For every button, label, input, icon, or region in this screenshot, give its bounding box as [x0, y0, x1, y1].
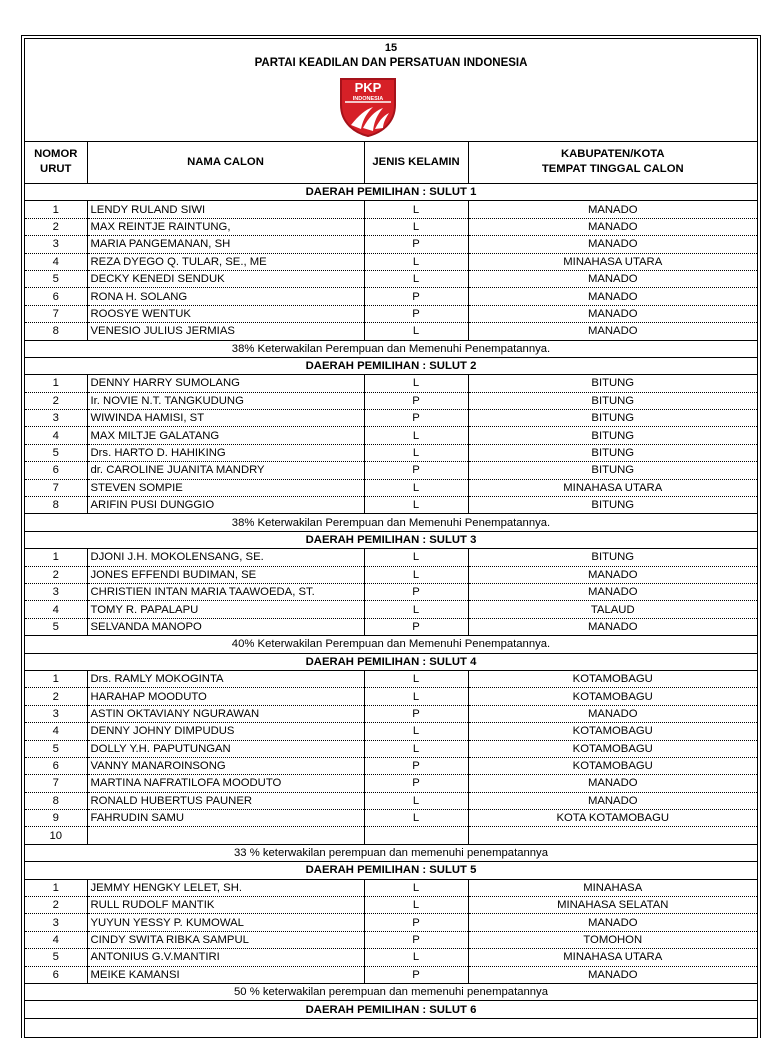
cell-city: MANADO — [468, 914, 757, 931]
cell-city: MANADO — [468, 705, 757, 722]
table-row — [25, 462, 757, 479]
cell-city: MINAHASA UTARA — [468, 479, 757, 496]
table-row — [25, 897, 757, 914]
cell-city: BITUNG — [468, 375, 757, 392]
cell-city: KOTAMOBAGU — [468, 757, 757, 774]
cell-gender: P — [364, 966, 468, 983]
cell-name: DENNY JOHNY DIMPUDUS — [87, 723, 364, 740]
cell-city: MANADO — [468, 792, 757, 809]
cell-gender: L — [364, 479, 468, 496]
col-header-gender: JENIS KELAMIN — [364, 141, 468, 184]
cell-number: 2 — [25, 218, 87, 235]
cell-gender: L — [364, 549, 468, 566]
cell-name: DECKY KENEDI SENDUK — [87, 270, 364, 287]
cell-name: SELVANDA MANOPO — [87, 618, 364, 635]
cell-city: MINAHASA UTARA — [468, 949, 757, 966]
cell-city: TALAUD — [468, 601, 757, 618]
table-row — [25, 218, 757, 235]
cell-number: 4 — [25, 931, 87, 948]
cell-name: VANNY MANAROINSONG — [87, 757, 364, 774]
section-title: DAERAH PEMILIHAN : SULUT 5 — [25, 862, 757, 879]
cell-name: dr. CAROLINE JUANITA MANDRY — [87, 462, 364, 479]
cell-gender: L — [364, 323, 468, 340]
cell-name: REZA DYEGO Q. TULAR, SE., ME — [87, 253, 364, 270]
cell-gender: L — [364, 740, 468, 757]
section-header-row — [25, 357, 757, 374]
cell-gender: L — [364, 879, 468, 896]
cell-name: CHRISTIEN INTAN MARIA TAAWOEDA, ST. — [87, 583, 364, 600]
pkp-logo-text — [337, 75, 399, 137]
cell-city: MANADO — [468, 218, 757, 235]
cell-city: MANADO — [468, 236, 757, 253]
section-header-row — [25, 184, 757, 201]
cell-city: KOTAMOBAGU — [468, 723, 757, 740]
table-row — [25, 410, 757, 427]
table-row — [25, 236, 757, 253]
table-row — [25, 323, 757, 340]
cell-gender: L — [364, 670, 468, 687]
cell-number: 4 — [25, 723, 87, 740]
cell-number: 1 — [25, 549, 87, 566]
cell-number: 2 — [25, 897, 87, 914]
cell-name: ASTIN OKTAVIANY NGURAWAN — [87, 705, 364, 722]
candidate-table — [25, 141, 757, 1019]
cell-name: Drs. RAMLY MOKOGINTA — [87, 670, 364, 687]
table-row — [25, 305, 757, 322]
cell-number: 4 — [25, 253, 87, 270]
cell-city: MINAHASA UTARA — [468, 253, 757, 270]
cell-city: MANADO — [468, 305, 757, 322]
cell-number: 10 — [25, 827, 87, 844]
cell-number: 3 — [25, 914, 87, 931]
cell-name: Ir. NOVIE N.T. TANGKUDUNG — [87, 392, 364, 409]
cell-name: CINDY SWITA RIBKA SAMPUL — [87, 931, 364, 948]
cell-gender: L — [364, 723, 468, 740]
section-title: DAERAH PEMILIHAN : SULUT 4 — [25, 653, 757, 670]
cell-number: 1 — [25, 670, 87, 687]
section-note: 38% Keterwakilan Perempuan dan Memenuhi Penempatannya. — [25, 514, 757, 531]
col-header-name: NAMA CALON — [87, 141, 364, 184]
cell-gender: P — [364, 305, 468, 322]
section-header-row — [25, 1001, 757, 1018]
cell-name: VENESIO JULIUS JERMIAS — [87, 323, 364, 340]
party-name: PARTAI KEADILAN DAN PERSATUAN INDONESIA — [254, 57, 528, 69]
cell-name: YUYUN YESSY P. KUMOWAL — [87, 914, 364, 931]
cell-gender: P — [364, 705, 468, 722]
document-sheet — [24, 38, 758, 1038]
cell-gender: L — [364, 375, 468, 392]
section-title: DAERAH PEMILIHAN : SULUT 3 — [25, 531, 757, 548]
table-row — [25, 270, 757, 287]
cell-number: 6 — [25, 462, 87, 479]
cell-city: BITUNG — [468, 462, 757, 479]
cell-name: JEMMY HENGKY LELET, SH. — [87, 879, 364, 896]
cell-city: BITUNG — [468, 427, 757, 444]
section-note-row — [25, 340, 757, 357]
cell-gender: P — [364, 583, 468, 600]
cell-gender: P — [364, 931, 468, 948]
cell-gender: P — [364, 618, 468, 635]
table-row — [25, 949, 757, 966]
table-row — [25, 740, 757, 757]
section-note: 40% Keterwakilan Perempuan dan Memenuhi Penempatannya. — [25, 636, 757, 653]
col-header-no: NOMOR URUT — [25, 141, 87, 184]
cell-number: 3 — [25, 583, 87, 600]
table-row — [25, 914, 757, 931]
cell-city: KOTAMOBAGU — [468, 670, 757, 687]
cell-number: 3 — [25, 236, 87, 253]
table-row — [25, 792, 757, 809]
table-row — [25, 444, 757, 461]
section-note-row — [25, 844, 757, 861]
cell-number: 4 — [25, 601, 87, 618]
cell-name: MARTINA NAFRATILOFA MOODUTO — [87, 775, 364, 792]
cell-gender — [364, 827, 468, 844]
cell-gender: L — [364, 810, 468, 827]
cell-gender: L — [364, 497, 468, 514]
table-row — [25, 723, 757, 740]
table-body — [25, 184, 757, 1019]
cell-city: TOMOHON — [468, 931, 757, 948]
section-note-row — [25, 514, 757, 531]
cell-name: MARIA PANGEMANAN, SH — [87, 236, 364, 253]
cell-gender: L — [364, 218, 468, 235]
table-row — [25, 810, 757, 827]
cell-name: DOLLY Y.H. PAPUTUNGAN — [87, 740, 364, 757]
table-row — [25, 931, 757, 948]
cell-number: 5 — [25, 949, 87, 966]
cell-name: FAHRUDIN SAMU — [87, 810, 364, 827]
cell-name: ARIFIN PUSI DUNGGIO — [87, 497, 364, 514]
cell-gender: L — [364, 792, 468, 809]
cell-city: MANADO — [468, 288, 757, 305]
cell-city: MANADO — [468, 323, 757, 340]
cell-number: 3 — [25, 705, 87, 722]
cell-name: RONA H. SOLANG — [87, 288, 364, 305]
cell-number: 6 — [25, 288, 87, 305]
section-note-row — [25, 636, 757, 653]
cell-number: 7 — [25, 479, 87, 496]
table-row — [25, 618, 757, 635]
cell-number: 5 — [25, 270, 87, 287]
section-note: 33 % keterwakilan perempuan dan memenuhi penempatannya — [25, 844, 757, 861]
party-logo — [337, 75, 399, 137]
cell-city: BITUNG — [468, 392, 757, 409]
document-header — [25, 39, 757, 142]
table-row — [25, 601, 757, 618]
cell-city: KOTA KOTAMOBAGU — [468, 810, 757, 827]
cell-number: 2 — [25, 688, 87, 705]
cell-gender: P — [364, 288, 468, 305]
table-row — [25, 479, 757, 496]
cell-city: MINAHASA SELATAN — [468, 897, 757, 914]
cell-gender: P — [364, 392, 468, 409]
cell-number: 1 — [25, 201, 87, 218]
cell-number: 7 — [25, 775, 87, 792]
cell-name — [87, 827, 364, 844]
cell-gender: P — [364, 462, 468, 479]
table-row — [25, 688, 757, 705]
section-note: 50 % keterwakilan perempuan dan memenuhi penempatannya — [25, 983, 757, 1000]
cell-gender: L — [364, 270, 468, 287]
cell-city: MINAHASA — [468, 879, 757, 896]
cell-name: MAX REINTJE RAINTUNG, — [87, 218, 364, 235]
cell-name: MAX MILTJE GALATANG — [87, 427, 364, 444]
cell-name: ROOSYE WENTUK — [87, 305, 364, 322]
cell-name: HARAHAP MOODUTO — [87, 688, 364, 705]
table-row — [25, 427, 757, 444]
cell-gender: L — [364, 949, 468, 966]
cell-number: 8 — [25, 323, 87, 340]
col-header-city — [468, 141, 757, 184]
cell-name: STEVEN SOMPIE — [87, 479, 364, 496]
section-note: 38% Keterwakilan Perempuan dan Memenuhi Penempatannya. — [25, 340, 757, 357]
cell-city: MANADO — [468, 270, 757, 287]
table-row — [25, 566, 757, 583]
cell-gender: P — [364, 236, 468, 253]
section-header-row — [25, 531, 757, 548]
table-row — [25, 670, 757, 687]
cell-name: RULL RUDOLF MANTIK — [87, 897, 364, 914]
cell-gender: L — [364, 427, 468, 444]
cell-name: Drs. HARTO D. HAHIKING — [87, 444, 364, 461]
table-row — [25, 201, 757, 218]
section-header-row — [25, 862, 757, 879]
table-row — [25, 775, 757, 792]
cell-gender: L — [364, 201, 468, 218]
cell-number: 3 — [25, 410, 87, 427]
cell-name: JONES EFFENDI BUDIMAN, SE — [87, 566, 364, 583]
table-row — [25, 705, 757, 722]
cell-city: MANADO — [468, 775, 757, 792]
cell-name: MEIKE KAMANSI — [87, 966, 364, 983]
table-row — [25, 966, 757, 983]
cell-gender: L — [364, 444, 468, 461]
cell-number: 1 — [25, 375, 87, 392]
cell-city: BITUNG — [468, 549, 757, 566]
cell-number: 8 — [25, 792, 87, 809]
cell-gender: P — [364, 410, 468, 427]
cell-name: DENNY HARRY SUMOLANG — [87, 375, 364, 392]
cell-gender: L — [364, 601, 468, 618]
cell-name: LENDY RULAND SIWI — [87, 201, 364, 218]
cell-gender: L — [364, 897, 468, 914]
cell-city: KOTAMOBAGU — [468, 740, 757, 757]
table-row — [25, 757, 757, 774]
page-number: 15 — [384, 42, 398, 54]
cell-gender: L — [364, 253, 468, 270]
table-row — [25, 375, 757, 392]
section-title: DAERAH PEMILIHAN : SULUT 1 — [25, 184, 757, 201]
cell-name: RONALD HUBERTUS PAUNER — [87, 792, 364, 809]
table-row — [25, 253, 757, 270]
cell-number: 6 — [25, 757, 87, 774]
cell-city: MANADO — [468, 966, 757, 983]
cell-number: 1 — [25, 879, 87, 896]
cell-gender: P — [364, 914, 468, 931]
cell-number: 5 — [25, 444, 87, 461]
cell-gender: P — [364, 757, 468, 774]
cell-city: MANADO — [468, 566, 757, 583]
cell-name: ANTONIUS G.V.MANTIRI — [87, 949, 364, 966]
cell-gender: L — [364, 688, 468, 705]
cell-city: MANADO — [468, 583, 757, 600]
cell-city: BITUNG — [468, 444, 757, 461]
cell-number: 8 — [25, 497, 87, 514]
col-header-city-line2: TEMPAT TINGGAL CALON — [541, 163, 684, 175]
cell-number: 5 — [25, 618, 87, 635]
cell-number: 4 — [25, 427, 87, 444]
logo-title: PKP — [354, 80, 382, 95]
table-row — [25, 549, 757, 566]
cell-gender: P — [364, 775, 468, 792]
table-row — [25, 497, 757, 514]
cell-gender: L — [364, 566, 468, 583]
table-row — [25, 879, 757, 896]
cell-city: MANADO — [468, 201, 757, 218]
section-note-row — [25, 983, 757, 1000]
cell-number: 9 — [25, 810, 87, 827]
cell-number: 2 — [25, 392, 87, 409]
cell-number: 2 — [25, 566, 87, 583]
cell-number: 6 — [25, 966, 87, 983]
col-header-city-line1: KABUPATEN/KOTA — [560, 148, 665, 160]
cell-name: WIWINDA HAMISI, ST — [87, 410, 364, 427]
cell-name: TOMY R. PAPALAPU — [87, 601, 364, 618]
cell-number: 7 — [25, 305, 87, 322]
cell-city: BITUNG — [468, 497, 757, 514]
section-title: DAERAH PEMILIHAN : SULUT 6 — [25, 1001, 757, 1018]
table-row — [25, 827, 757, 844]
table-row — [25, 392, 757, 409]
cell-city: KOTAMOBAGU — [468, 688, 757, 705]
cell-name: DJONI J.H. MOKOLENSANG, SE. — [87, 549, 364, 566]
cell-city: BITUNG — [468, 410, 757, 427]
table-row — [25, 288, 757, 305]
logo-subtitle: INDONESIA — [352, 96, 384, 102]
table-header-row — [25, 141, 757, 184]
section-title: DAERAH PEMILIHAN : SULUT 2 — [25, 357, 757, 374]
table-row — [25, 583, 757, 600]
cell-city — [468, 827, 757, 844]
section-header-row — [25, 653, 757, 670]
cell-city: MANADO — [468, 618, 757, 635]
cell-number: 5 — [25, 740, 87, 757]
